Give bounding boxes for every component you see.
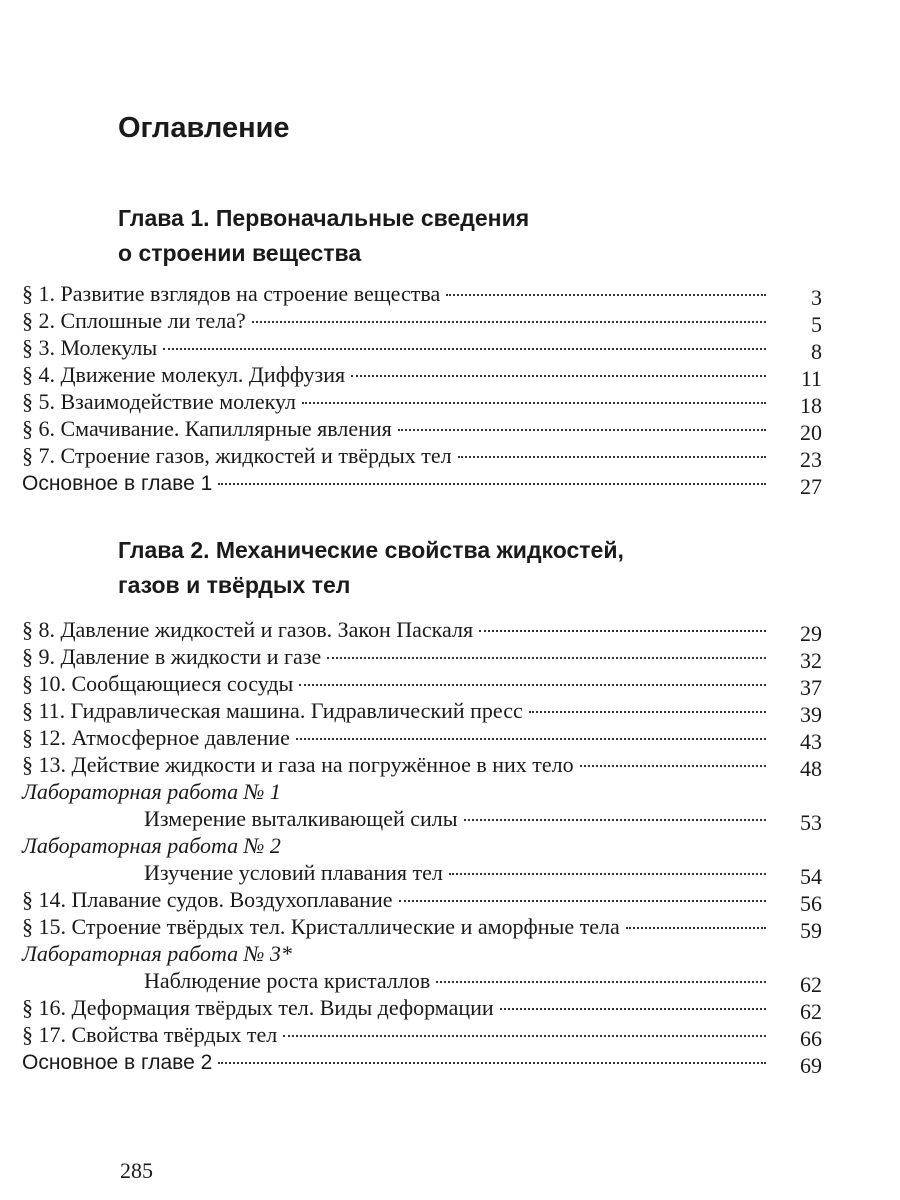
toc-entry-page: 62 <box>800 972 822 997</box>
toc-entry-page: 56 <box>800 891 822 916</box>
toc-entry-page: 3 <box>811 285 822 310</box>
dot-leader <box>464 819 766 821</box>
toc-entry[interactable] <box>22 697 822 727</box>
lab-work-entry[interactable] <box>22 859 822 889</box>
toc-entry-title: § 5. Взаимодействие молекул <box>22 389 296 414</box>
toc-entry-title: § 4. Движение молекул. Диффузия <box>22 362 346 387</box>
toc-entry-title: Основное в главе 1 <box>22 472 213 495</box>
dot-leader <box>351 375 766 377</box>
dot-leader <box>626 927 766 929</box>
toc-entry-page: 62 <box>800 999 822 1024</box>
toc-entry-page: 27 <box>800 474 822 499</box>
toc-entry[interactable] <box>22 670 822 700</box>
toc-entry[interactable] <box>22 415 822 445</box>
toc-entry-title: § 13. Действие жидкости и газа на погружённое в них тело <box>22 752 574 777</box>
toc-entry[interactable] <box>22 1021 822 1051</box>
chapter-2-toc <box>22 616 822 1078</box>
toc-entry-title: § 16. Деформация твёрдых тел. Виды деформации <box>22 995 494 1020</box>
dot-leader <box>449 873 766 875</box>
toc-entry[interactable] <box>22 388 822 418</box>
toc-entry-title: § 6. Смачивание. Капиллярные явления <box>22 416 392 441</box>
toc-entry-page: 5 <box>811 312 822 337</box>
toc-entry-page: 59 <box>800 918 822 943</box>
chapter-1-toc <box>22 280 822 499</box>
dot-leader <box>218 1062 766 1064</box>
toc-entry-title: § 12. Атмосферное давление <box>22 725 290 750</box>
lab-work-entry[interactable] <box>22 805 822 835</box>
toc-entry-title: Наблюдение роста кристаллов <box>144 968 431 993</box>
dot-leader <box>327 657 766 659</box>
toc-entry[interactable] <box>22 442 822 472</box>
page-number: 285 <box>120 1158 153 1183</box>
toc-entry-title: Изучение условий плавания тел <box>144 860 443 885</box>
toc-entry[interactable] <box>22 469 822 499</box>
dot-leader <box>580 765 766 767</box>
toc-entry-page: 29 <box>800 621 822 646</box>
dot-leader <box>252 321 766 323</box>
toc-entry[interactable] <box>22 616 822 646</box>
dot-leader <box>529 711 766 713</box>
toc-entry[interactable] <box>22 280 822 310</box>
toc-entry-title: § 15. Строение твёрдых тел. Кристаллические и аморфные тела <box>22 914 620 939</box>
toc-entry[interactable] <box>22 1048 822 1078</box>
toc-entry-title: § 10. Сообщающиеся сосуды <box>22 671 294 696</box>
toc-entry-page: 32 <box>800 648 822 673</box>
toc-entry-page: 48 <box>800 756 822 781</box>
chapter-1-heading-line1: Глава 1. Первоначальные сведения <box>118 205 530 231</box>
lab-work-label: Лабораторная работа № 2 <box>22 833 281 858</box>
chapter-2-heading-line1: Глава 2. Механические свойства жидкостей, <box>118 537 624 563</box>
toc-entry-title: § 9. Давление в жидкости и газе <box>22 644 322 669</box>
dot-leader <box>479 630 766 632</box>
lab-work-label: Лабораторная работа № 1 <box>22 779 281 804</box>
toc-entry-title: § 8. Давление жидкостей и газов. Закон Паскаля <box>22 617 474 642</box>
toc-entry-page: 43 <box>800 729 822 754</box>
chapter-1-heading-line2: о строении вещества <box>118 240 362 266</box>
page-title: Оглавление <box>118 112 290 144</box>
dot-leader <box>446 294 766 296</box>
toc-entry-page: 8 <box>811 339 822 364</box>
toc-entry[interactable] <box>22 361 822 391</box>
toc-entry-page: 53 <box>800 810 822 835</box>
toc-entry-title: § 3. Молекулы <box>22 335 158 360</box>
toc-entry[interactable] <box>22 913 822 943</box>
toc-entry-page: 69 <box>800 1053 822 1078</box>
dot-leader <box>500 1008 766 1010</box>
dot-leader <box>283 1035 766 1037</box>
toc-entry[interactable] <box>22 643 822 673</box>
toc-entry-page: 23 <box>800 447 822 472</box>
dot-leader <box>299 684 766 686</box>
toc-entry-page: 18 <box>800 393 822 418</box>
toc-entry-title: Основное в главе 2 <box>22 1051 213 1074</box>
chapter-2-heading-line2: газов и твёрдых тел <box>118 572 351 598</box>
toc-entry-title: § 2. Сплошные ли тела? <box>22 308 246 333</box>
toc-entry[interactable] <box>22 334 822 364</box>
toc-entry-page: 20 <box>800 420 822 445</box>
dot-leader <box>296 738 766 740</box>
dot-leader <box>302 402 766 404</box>
lab-work-label: Лабораторная работа № 3* <box>22 941 292 966</box>
dot-leader <box>436 981 766 983</box>
toc-entry[interactable] <box>22 724 822 754</box>
lab-work-entry[interactable] <box>22 967 822 997</box>
toc-entry[interactable] <box>22 994 822 1024</box>
dot-leader <box>399 900 767 902</box>
toc-entry[interactable] <box>22 307 822 337</box>
dot-leader <box>398 429 766 431</box>
toc-entry[interactable] <box>22 886 822 916</box>
toc-entry-page: 11 <box>800 366 822 391</box>
toc-entry-title: § 1. Развитие взглядов на строение вещества <box>22 281 441 306</box>
toc-entry-page: 39 <box>800 702 822 727</box>
toc-entry[interactable] <box>22 751 822 781</box>
toc-entry-title: Измерение выталкивающей силы <box>144 806 458 831</box>
toc-entry-title: § 17. Свойства твёрдых тел <box>22 1022 278 1047</box>
toc-entry-title: § 11. Гидравлическая машина. Гидравлический пресс <box>22 698 523 723</box>
toc-entry-title: § 14. Плавание судов. Воздухоплавание <box>22 887 393 912</box>
dot-leader <box>163 348 766 350</box>
dot-leader <box>458 456 766 458</box>
dot-leader <box>218 483 766 485</box>
chapter-1-heading <box>118 201 529 271</box>
toc-entry-page: 66 <box>800 1026 822 1051</box>
toc-entry-title: § 7. Строение газов, жидкостей и твёрдых тел <box>22 443 452 468</box>
chapter-2-heading <box>118 533 624 603</box>
toc-entry-page: 37 <box>800 675 822 700</box>
toc-entry-page: 54 <box>800 864 822 889</box>
